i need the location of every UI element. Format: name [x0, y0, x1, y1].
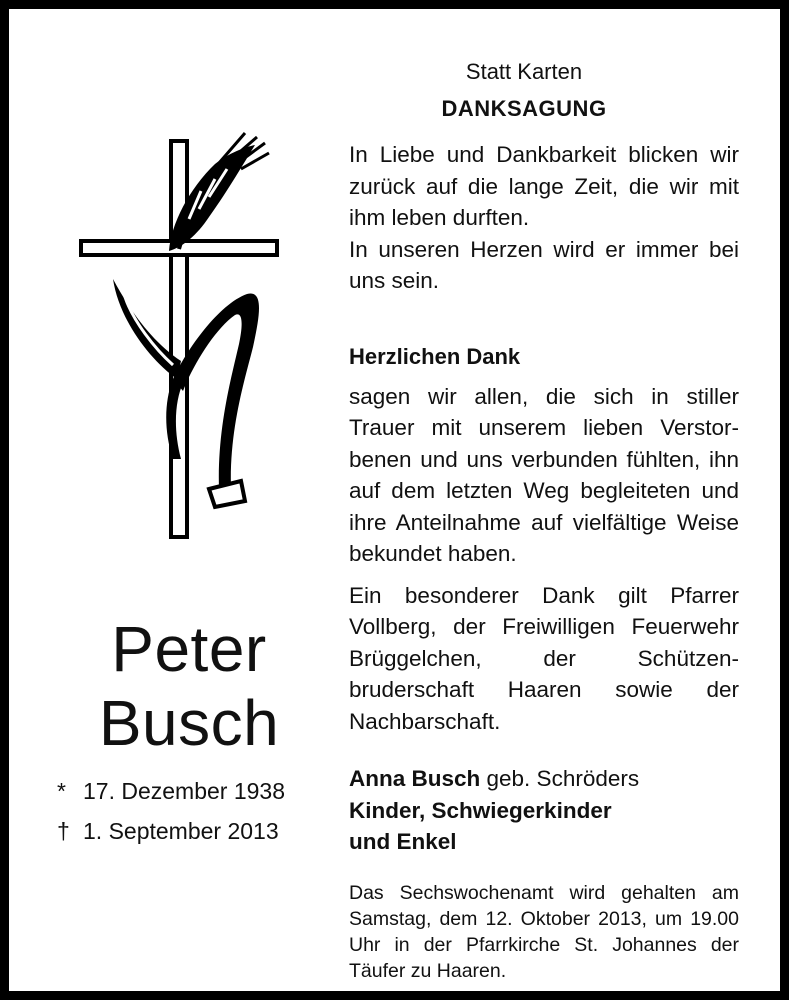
thanks-heading: Herzlichen Dank: [349, 343, 521, 369]
signature-maiden: geb. Schröders: [480, 766, 640, 791]
intro-line-1: In Liebe und Dankbarkeit blicken wir zurück auf die lange Zeit, die wir mit ihm leben durften.: [349, 142, 739, 230]
first-name: Peter: [111, 613, 267, 685]
statt-karten: Statt Karten: [465, 59, 583, 84]
text-column: [349, 57, 739, 984]
signature: [349, 763, 739, 858]
birth-symbol: *: [57, 778, 66, 804]
death-date: 1. September 2013: [83, 818, 279, 844]
page-title: DANKSAGUNG: [441, 96, 607, 121]
cross-with-wheat-icon: [69, 129, 289, 549]
last-name: Busch: [98, 687, 280, 759]
signature-grandchildren: und Enkel: [349, 829, 457, 854]
signature-line-1: [349, 763, 739, 795]
intro-paragraph: [349, 139, 739, 297]
life-dates: [57, 771, 317, 851]
deceased-name: [49, 612, 329, 760]
mass-notice: Das Sechswochenamt wird gehalten am Samstag, dem 12. Oktober 2013, um 19.00 Uhr in der Pfarrkirche St. Johannes der Täufer zu Haaren.: [349, 881, 739, 982]
thanks-paragraph-2: Ein besonderer Dank gilt Pfarrer Vollberg, der Freiwilligen Feuerwehr Brüggelchen, der Schützenbruderschaft Haaren sowie der Nachbarschaft.: [349, 582, 739, 734]
birth-date: 17. Dezember 1938: [83, 778, 286, 804]
signature-line-2: [349, 795, 739, 827]
signature-line-3: [349, 826, 739, 858]
intro-line-2: In unseren Herzen wird er immer bei uns sein.: [349, 236, 739, 293]
thanks-paragraph-1: sagen wir allen, die sich in stiller Trauer mit unserem lieben Verstorbenen und uns verbunden fühlten, ihn auf dem letzten Weg begleiteten und ihre Anteilnahme auf vielfältige Weise bekundet haben.: [349, 383, 739, 566]
signature-name: Anna Busch: [349, 766, 481, 791]
death-row: [57, 811, 317, 851]
death-symbol: †: [57, 818, 70, 844]
birth-row: [57, 771, 317, 811]
signature-family: Kinder, Schwiegerkinder: [349, 797, 612, 823]
